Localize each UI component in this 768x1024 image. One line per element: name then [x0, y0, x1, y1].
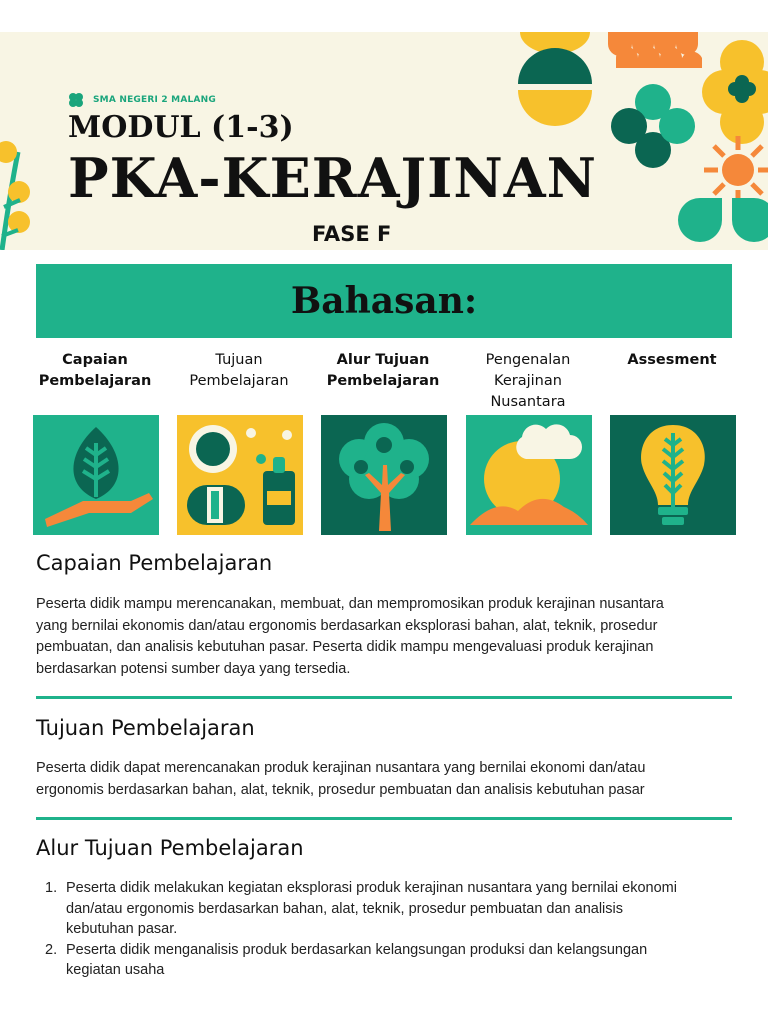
bahasan-title: Bahasan:: [290, 280, 478, 322]
alur-heading: Alur Tujuan Pembelajaran: [36, 836, 304, 860]
craft-tools-icon: [177, 415, 303, 535]
capaian-paragraph: Peserta didik mampu merencanakan, membuat, dan mempromosikan produk kerajinan nusantara yang bernilai ekonomis dan/atau ergonomis berdasarkan eksplorasi bahan, alat, teknik, prosedur pembuatan, dan analisis kebutuhan pasar. Peserta didik mampu mengevaluasi produk kerajinan berdasarkan potensi sumber daya yang tersedia.: [36, 596, 664, 677]
fase-label: FASE F: [312, 222, 392, 246]
tujuan-heading: Tujuan Pembelajaran: [36, 716, 255, 740]
sun-landscape-icon: [466, 415, 592, 535]
bulb-icon: [610, 415, 736, 535]
school-name: SMA NEGERI 2 MALANG: [93, 95, 216, 105]
topic-label-capaian: Capaian Pembelajaran: [38, 352, 152, 389]
topic-label-assesment: Assesment: [627, 352, 717, 368]
flower-decoration-left-icon: [0, 132, 40, 250]
bahasan-bar: [36, 264, 732, 338]
pattern-decoration-right-icon: [510, 32, 768, 250]
topic-label-alur: Alur Tujuan Pembelajaran: [326, 352, 440, 389]
topic-label-tujuan: Tujuan Pembelajaran: [189, 352, 289, 389]
section-divider: [36, 817, 732, 820]
leaf-hand-icon: [33, 415, 159, 535]
school-badge: [68, 92, 216, 108]
capaian-heading: Capaian Pembelajaran: [36, 551, 273, 575]
page-title: PKA-KERAJINAN: [68, 146, 597, 210]
tujuan-paragraph: Peserta didik dapat merencanakan produk kerajinan nusantara yang bernilai ekonomi dan/atau ergonomis berdasarkan bahan, alat, teknik, prosedur pembuatan dan analisis kebutuhan pasar: [36, 760, 646, 798]
alur-list: [36, 878, 736, 981]
clover-logo-icon: [68, 92, 84, 108]
list-item: 1. Peserta didik melakukan kegiatan eksplorasi produk kerajinan nusantara yang bernilai ekonomi dan/atau ergonomis berdasarkan bahan, alat, teknik, prosedur pembuatan dan analisis kebutuhan pasar.: [45, 880, 677, 937]
section-divider: [36, 696, 732, 699]
list-item: 2. Peserta didik menganalisis produk berdasarkan kelangsungan produksi dan kelangsungan kegiatan usaha: [45, 941, 648, 978]
tree-icon: [321, 415, 447, 535]
topic-label-pengenalan: Pengenalan Kerajinan Nusantara: [485, 352, 571, 410]
modul-title: MODUL (1-3): [68, 110, 294, 145]
